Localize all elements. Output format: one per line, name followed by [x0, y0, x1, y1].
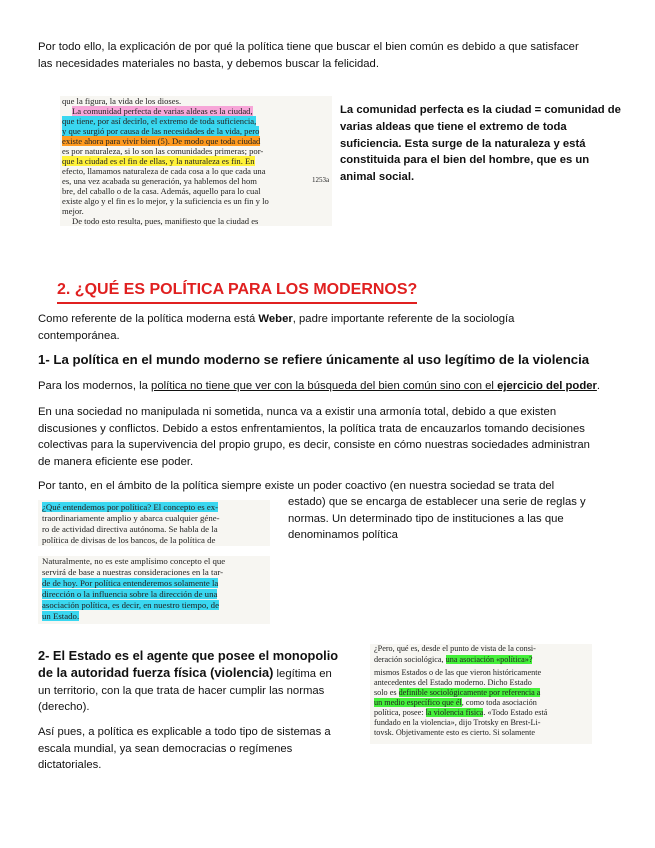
scan-text: , como toda asociación [461, 698, 537, 707]
text-span: legítima en [273, 668, 332, 680]
scan-line: es, una vez acabada su generación, ya hablemos del hom [62, 176, 257, 186]
text-span: , padre importante referente de la sociología [292, 313, 515, 325]
text-span: Para los modernos, la [38, 380, 152, 392]
subheading-2-line-2 [38, 665, 363, 683]
intro-line-1: Por todo ello, la explicación de por qué la política tiene que buscar el bien común es debido a que satisfacer [38, 41, 579, 53]
highlight-cyan: y que surgió por causa de las necesidades de la vida, pero [62, 126, 260, 136]
scan-line: política de divisas de los bancos, de la política de [42, 535, 216, 545]
scan-line [374, 655, 532, 664]
text-span: Como referente de la política moderna está [38, 313, 259, 325]
scan-line: ro de actividad directiva autónoma. Se habla de la [42, 524, 218, 534]
scan-line [374, 698, 537, 707]
highlight-cyan: de de hoy. Por política entenderemos solamente la [42, 578, 219, 588]
underlined-text: política no tiene que ver con la búsqueda del bien común sino con el [151, 380, 498, 392]
state-scan-excerpt [370, 644, 592, 744]
highlight-orange: existe ahora para vivir bien (5). De modo que toda ciudad [62, 136, 261, 146]
highlight-cyan: asociación política, es decir, en nuestro tiempo, de [42, 600, 219, 610]
scan-text: solo es [374, 688, 399, 697]
intro-line-2: las necesidades materiales no basta, y debemos buscar la felicidad. [38, 57, 379, 70]
society-line: de manera eficiente ese poder. [38, 455, 194, 468]
highlight-green: una asociación «política»? [445, 655, 533, 664]
scan-line: que la figura, la vida de los dioses. [62, 96, 182, 106]
coercive-power-continued [288, 494, 628, 544]
systems-line: escala mundial, ya sean democracias o regímenes [38, 742, 293, 755]
moderns-paragraph [38, 378, 638, 395]
scan-line [42, 578, 218, 588]
summary-note: La comunidad perfecta es la ciudad = comunidad de varias aldeas que tiene el extremo de toda suficiencia. Esta surge de la naturaleza y está constituida para el bien del hombre, que es un animal social. [340, 104, 621, 184]
aristotle-scan-excerpt [60, 96, 332, 226]
scan-line: fundado en la violencia», dijo Trotsky en Brest-Li- [374, 718, 541, 727]
society-line: discusiones y conflictos. Debido a estos enfrentamientos, la política trata de encauzarlos tomando decisiones [38, 422, 585, 435]
highlight-yellow: que la ciudad es el fin de ellas, y la naturaleza es fin. En [62, 156, 255, 166]
weber-line-2: contemporánea. [38, 329, 120, 342]
scan-line [62, 156, 255, 166]
coercive-line: normas. Un determinado tipo de instituciones a las que [288, 512, 564, 525]
subheading-2-line-1: 2- El Estado es el agente que posee el monopolio [38, 648, 339, 663]
weber-scan-excerpt-1 [38, 500, 270, 546]
subheading-1: 1- La política en el mundo moderno se refiere únicamente al uso legítimo de la violencia [38, 352, 590, 367]
heading-underline [57, 302, 417, 304]
highlight-green: la violencia física [425, 708, 484, 717]
scan-line [62, 136, 260, 146]
highlight-cyan: un Estado. [42, 611, 80, 621]
scan-line: antecedentes del Estado moderno. Dicho Estado [374, 678, 532, 687]
scan-line: mismos Estados o de las que vieron históricamente [374, 668, 542, 677]
scan-line: servirá de base a nuestras consideraciones en la tar- [42, 567, 224, 577]
scan-line: mejor. [62, 206, 84, 216]
margin-line-number: 1253a [312, 176, 330, 184]
coercive-power-line-1: Por tanto, en el ámbito de la política siempre existe un poder coactivo (en nuestra sociedad se trata del [38, 480, 555, 492]
highlight-cyan: dirección o la influencia sobre la dirección de una [42, 589, 218, 599]
scan-line [374, 708, 547, 717]
weber-name: Weber [258, 313, 293, 325]
state-line: un territorio, con la que trata de hacer cumplir las normas [38, 684, 325, 697]
scan-line: ¿Pero, qué es, desde el punto de vista de la consi- [374, 644, 536, 653]
scan-line: traordinariamente amplio y abarca cualquier géne- [42, 513, 220, 523]
scan-line [62, 116, 256, 126]
scan-line: tovsk. Objetivamente esto es cierto. Si solamente [374, 728, 535, 737]
scan-line [42, 502, 218, 512]
coercive-line: estado) que se encarga de establecer una serie de reglas y [288, 496, 586, 508]
text-span: . [596, 380, 601, 392]
scan-line [374, 688, 540, 697]
scan-line [72, 106, 253, 116]
highlight-cyan: que tiene, por así decirlo, el extremo de toda suficiencia, [62, 116, 257, 126]
systems-line: Así pues, a política es explicable a todo tipo de sistemas a [38, 726, 331, 738]
highlight-cyan: ¿Qué entendemos por política? El concepto es ex- [42, 502, 219, 512]
section-heading: 2. ¿QUÉ ES POLÍTICA PARA LOS MODERNOS? [57, 281, 418, 298]
intro-paragraph [38, 39, 628, 72]
systems-line: dictatoriales. [38, 759, 102, 771]
scan-line: existe algo y el fin es lo mejor, y la suficiencia es un fin y lo [62, 196, 269, 206]
bold-text: de la autoridad fuerza física (violencia) [38, 665, 274, 680]
scan-text: política, posee: [374, 708, 426, 717]
scan-line: bre, del caballo o de la casa. Además, aquello para lo cual [62, 186, 261, 196]
scan-line: efecto, llamamos naturaleza de cada cosa a lo que cada una [62, 166, 266, 176]
systems-paragraph [38, 724, 363, 774]
scan-line: es por naturaleza, si lo son las comunidades primeras; por- [62, 146, 264, 156]
scan-line: De todo esto resulta, pues, manifiesto que la ciudad es [72, 216, 259, 226]
scan-line [62, 126, 259, 136]
state-monopolio-block [38, 647, 363, 716]
society-paragraph [38, 404, 638, 470]
society-line: colectivas para la supervivencia del propio grupo, es decir, consiste en cómo nuestras sociedades administran [38, 439, 590, 451]
highlight-green: un medio específico que él [374, 698, 462, 707]
underlined-bold-text: ejercicio del poder [497, 380, 597, 392]
society-line: En una sociedad no manipulada ni sometida, nunca va a existir una armonía total, debido a que existen [38, 406, 557, 418]
scan-line: Naturalmente, no es este amplísimo concepto el que [42, 556, 226, 566]
coercive-line: denominamos política [288, 529, 398, 541]
scan-text: . «Todo Estado está [483, 708, 548, 717]
scan-line [42, 600, 219, 610]
weber-paragraph [38, 311, 628, 344]
scan-text: deración sociológica, [374, 655, 446, 664]
scan-line [42, 611, 79, 621]
highlight-green: definible sociológicamente por referencia a [398, 688, 541, 697]
weber-scan-excerpt-2 [38, 556, 270, 624]
scan-line [42, 589, 217, 599]
state-line: (derecho). [38, 701, 90, 713]
weber-line-1 [38, 311, 628, 328]
highlight-pink: La comunidad perfecta de varias aldeas es la ciudad, [72, 106, 253, 116]
